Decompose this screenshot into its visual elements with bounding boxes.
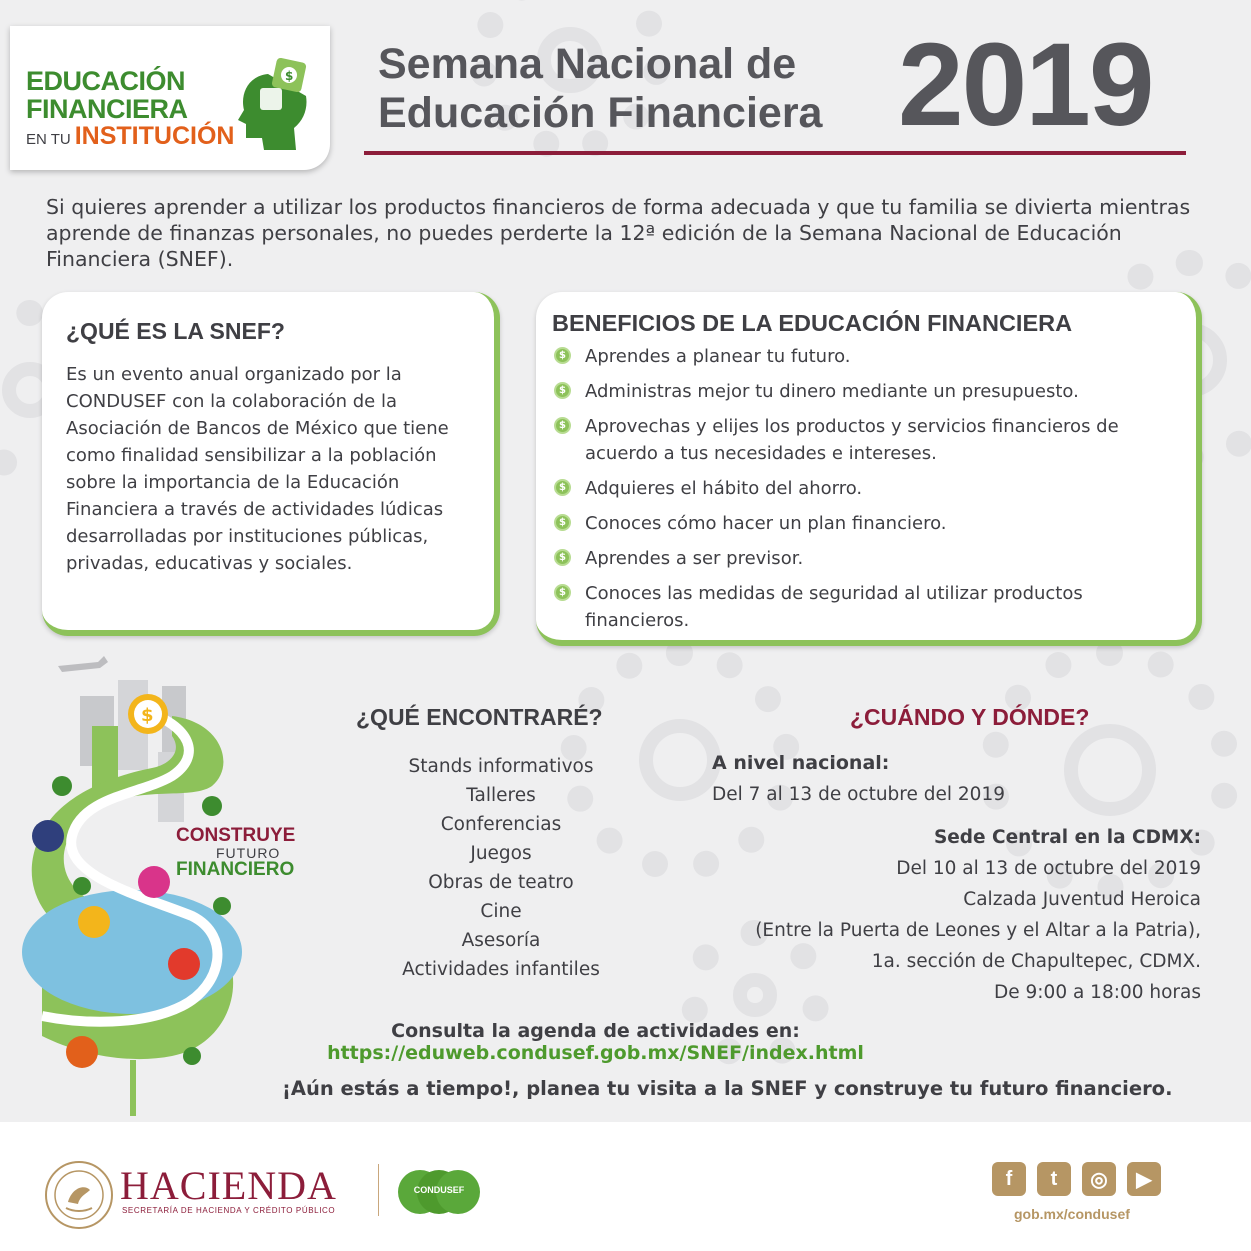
- title-underline: [364, 151, 1186, 155]
- benefit-item: [552, 580, 1180, 634]
- benefit-text: Administras mejor tu dinero mediante un presupuesto.: [585, 381, 1079, 402]
- benefits-card: [536, 292, 1202, 646]
- find-item: Actividades infantiles: [402, 959, 600, 980]
- benefit-text: Conoces cómo hacer un plan financiero.: [585, 513, 947, 534]
- benefit-text: Conoces las medidas de seguridad al utilizar productos financieros.: [585, 583, 1083, 631]
- coin-icon: $: [554, 479, 571, 496]
- find-item: Juegos: [470, 843, 532, 864]
- what-is-heading: ¿QUÉ ES LA SNEF?: [66, 318, 285, 344]
- sede-block: [755, 822, 1201, 1008]
- logo-line-2: FINANCIERA: [26, 94, 188, 124]
- what-is-body: Es un evento anual organizado por la CONDUSEF con la colaboración de la Asociación de Bancos de México que tiene como finalidad sensibilizar a la población sobre la importancia de la Educación Financiera a través de actividades lúdicas desarrolladas por instituciones públicas, privadas, educativas y sociales.: [66, 364, 449, 574]
- benefits-heading: BENEFICIOS DE LA EDUCACIÓN FINANCIERA: [552, 310, 1073, 336]
- coin-icon: $: [554, 382, 571, 399]
- sede-line: De 9:00 a 18:00 horas: [994, 982, 1201, 1003]
- title-line-2: Educación Financiera: [378, 89, 823, 137]
- find-item: Conferencias: [440, 814, 562, 835]
- logo-line-3-small: EN TU: [26, 131, 71, 148]
- national-date: Del 7 al 13 de octubre del 2019: [712, 784, 1005, 805]
- sede-line: (Entre la Puerta de Leones y el Altar a la Patria),: [755, 920, 1201, 941]
- coin-icon: $: [554, 514, 571, 531]
- svg-text:$: $: [285, 69, 294, 83]
- logo-line-1: EDUCACIÓN: [26, 66, 186, 96]
- find-item: Talleres: [466, 785, 536, 806]
- benefit-item: [552, 475, 1180, 502]
- head-puzzle-icon: [238, 54, 316, 150]
- year-title: 2019: [898, 19, 1153, 151]
- logo-line-3-main: INSTITUCIÓN: [74, 122, 235, 150]
- benefit-text: Aprendes a planear tu futuro.: [585, 346, 851, 367]
- when-heading: ¿CUÁNDO Y DÓNDE?: [850, 704, 1090, 730]
- mexico-seal-icon: [44, 1160, 114, 1230]
- sede-line: 1a. sección de Chapultepec, CDMX.: [871, 951, 1201, 972]
- coin-icon: $: [554, 417, 571, 434]
- benefit-item: [552, 413, 1180, 467]
- gob-handle[interactable]: gob.mx/condusef: [1014, 1206, 1130, 1222]
- what-is-snef-card: [42, 292, 500, 636]
- footer-divider: [378, 1164, 379, 1216]
- condusef-wordmark: CONDUSEF: [413, 1185, 465, 1195]
- page-title: [378, 40, 822, 138]
- closing-message: ¡Aún estás a tiempo!, planea tu visita a la SNEF y construye tu futuro financiero.: [282, 1077, 1173, 1100]
- benefit-text: Aprendes a ser previsor.: [585, 548, 804, 569]
- hacienda-subtitle: SECRETARÍA DE HACIENDA Y CRÉDITO PÚBLICO: [122, 1206, 336, 1215]
- construye-futuro-logo: [176, 826, 295, 880]
- instagram-icon[interactable]: ◎: [1082, 1162, 1116, 1196]
- title-line-1: Semana Nacional de: [378, 40, 797, 88]
- facebook-icon[interactable]: f: [992, 1162, 1026, 1196]
- benefits-list: [552, 343, 1180, 634]
- benefit-text: Adquieres el hábito del ahorro.: [585, 478, 863, 499]
- national-label: A nivel nacional:: [712, 752, 890, 774]
- agenda-label: Consulta la agenda de actividades en:: [391, 1020, 800, 1042]
- intro-paragraph: Si quieres aprender a utilizar los productos financieros de forma adecuada y que tu familia se divierta mientras aprende de finanzas personales, no puedes perderte la 12ª edición de la Semana Nacional de Educación Financiera (SNEF).: [46, 195, 1191, 271]
- find-item: Obras de teatro: [428, 872, 574, 893]
- construye-line-1: CONSTRUYE: [176, 825, 296, 846]
- youtube-icon[interactable]: ▶: [1127, 1162, 1161, 1196]
- benefit-text: Aprovechas y elijes los productos y servicios financieros de acuerdo a tus necesidades e intereses.: [585, 416, 1119, 464]
- agenda-link[interactable]: https://eduweb.condusef.gob.mx/SNEF/index.html: [327, 1042, 864, 1064]
- twitter-icon[interactable]: t: [1037, 1162, 1071, 1196]
- sede-label: Sede Central en la CDMX:: [933, 827, 1201, 848]
- find-list: [370, 752, 632, 984]
- find-item: Stands informativos: [408, 756, 594, 777]
- hacienda-wordmark: HACIENDA: [120, 1163, 337, 1208]
- sede-line: Calzada Juventud Heroica: [963, 889, 1201, 910]
- logo-line-3: [26, 122, 234, 151]
- construye-line-2: FUTURO: [216, 845, 281, 861]
- find-item: Cine: [480, 901, 522, 922]
- construye-line-3: FINANCIERO: [176, 859, 295, 880]
- coin-icon: $: [554, 584, 571, 601]
- sede-line: Del 10 al 13 de octubre del 2019: [896, 858, 1201, 879]
- find-heading: ¿QUÉ ENCONTRARÉ?: [356, 704, 603, 730]
- find-item: Asesoría: [461, 930, 541, 951]
- social-links: [992, 1162, 1161, 1196]
- coin-icon: $: [554, 549, 571, 566]
- benefit-item: [552, 378, 1180, 405]
- coin-icon: $: [554, 347, 571, 364]
- program-logo: [10, 26, 330, 170]
- benefit-item: [552, 545, 1180, 572]
- svg-text:$: $: [141, 705, 154, 726]
- benefit-item: [552, 510, 1180, 537]
- benefit-item: [552, 343, 1180, 370]
- footer: [0, 1122, 1251, 1251]
